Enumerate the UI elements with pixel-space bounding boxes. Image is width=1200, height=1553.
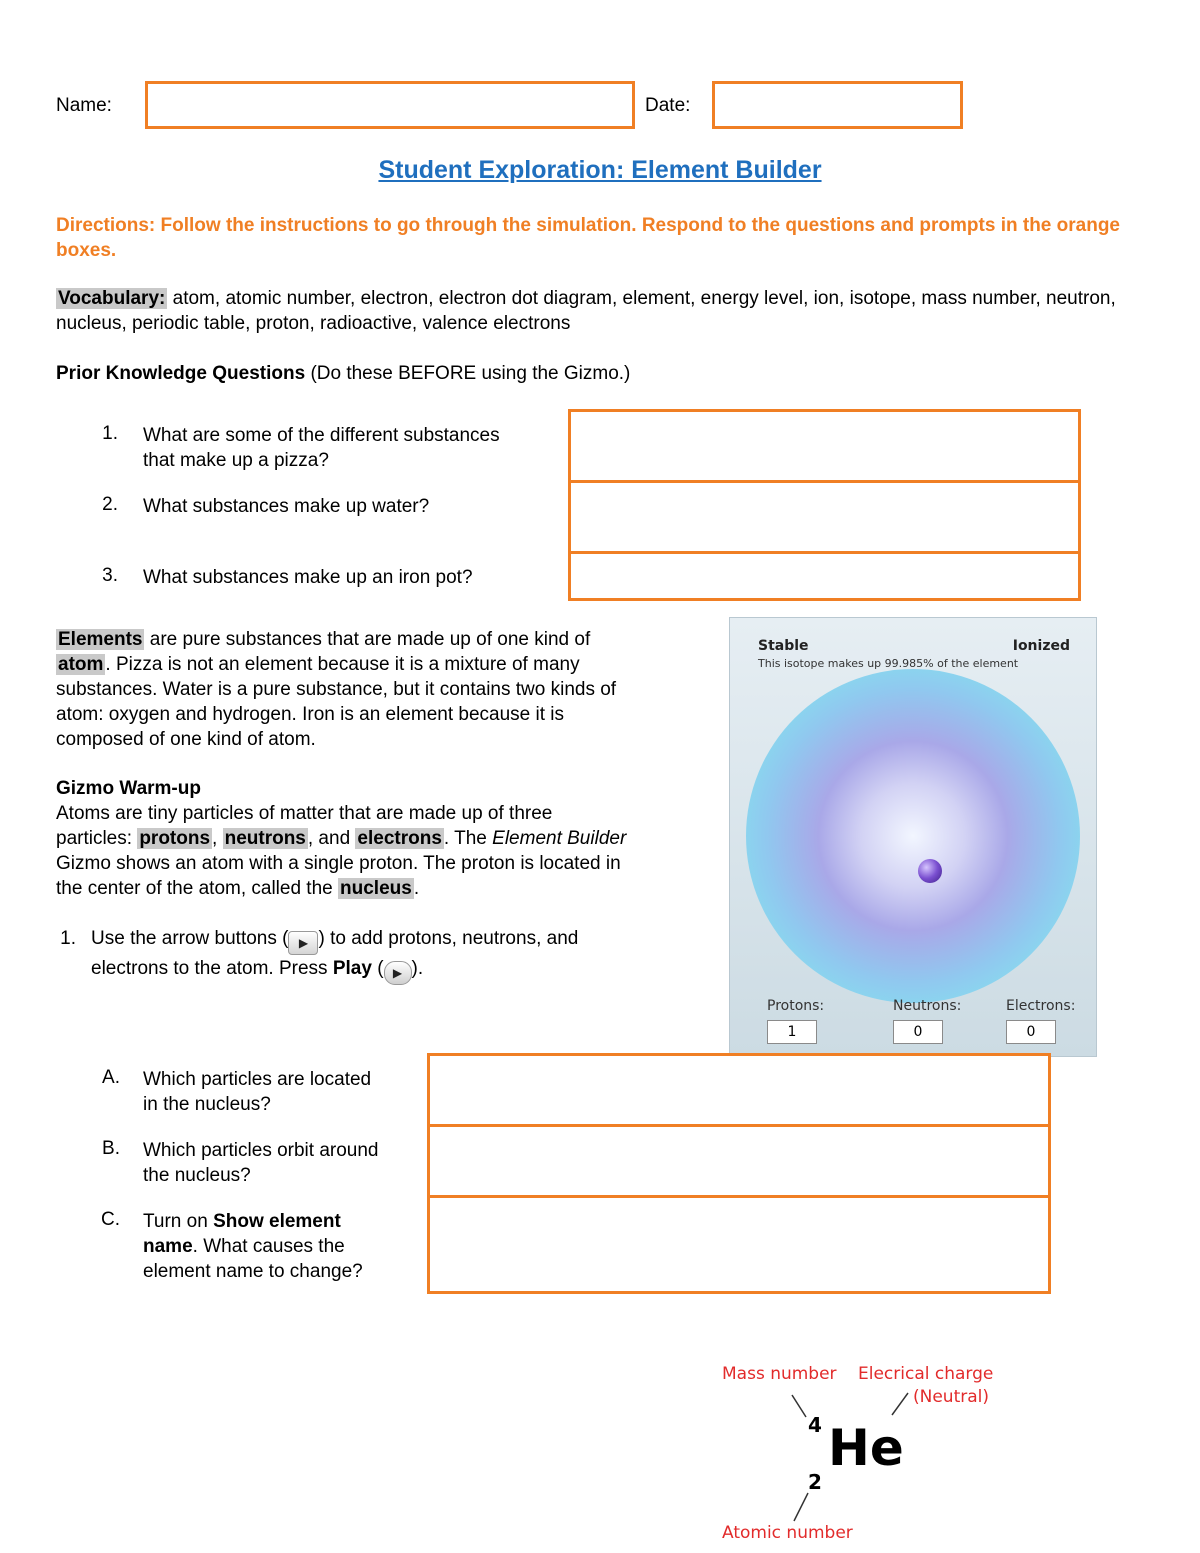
text: the nucleus? [143, 1165, 251, 1186]
atomic-number-label: Atomic number [722, 1523, 853, 1543]
gizmo-name: Element Builder [492, 828, 627, 849]
warmup-heading: Gizmo Warm-up [56, 778, 201, 799]
step-1-text [91, 925, 711, 985]
question-text: What substances make up an iron pot? [143, 567, 473, 588]
sub-question-text [143, 1067, 423, 1117]
vocabulary-label: Vocabulary: [58, 288, 166, 309]
text: substances. Water is a pure substance, but it contains two kinds of [56, 679, 617, 700]
protons-label: Protons: [767, 998, 825, 1014]
directions: Directions: Follow the instructions to go through the simulation. Respond to the questions and prompts in the orange boxes. [56, 215, 1120, 261]
sub-question-letter: A. [102, 1067, 120, 1088]
neutrons-label: Neutrons: [893, 998, 962, 1014]
element-symbol: He [828, 1419, 904, 1477]
date-input[interactable] [712, 81, 963, 129]
step-number: 1. [60, 928, 76, 949]
charge-label: Elecrical charge [858, 1364, 994, 1384]
text: , [212, 828, 218, 849]
text: Gizmo shows an atom with a single proton. The proton is located in [56, 853, 621, 874]
answer-box-c[interactable] [427, 1195, 1051, 1294]
neutral-label: (Neutral) [913, 1387, 990, 1407]
term-neutrons: neutrons [224, 828, 306, 849]
show-element-name-label: Show element [213, 1211, 341, 1232]
sub-question-letter: C. [101, 1209, 120, 1230]
text: ( [377, 958, 384, 979]
text: , and [307, 828, 351, 849]
answer-box-prior-1[interactable] [568, 409, 1081, 483]
ionized-label: Ionized [1012, 638, 1070, 654]
prior-heading: Prior Knowledge Questions [56, 363, 306, 384]
vocabulary [56, 286, 1136, 336]
name-label: Name: [56, 95, 112, 116]
sub-question-text [143, 1138, 423, 1188]
term-electrons: electrons [357, 828, 442, 849]
electrons-field[interactable]: 0 [1006, 1020, 1056, 1044]
isotope-note: This isotope makes up 99.985% of the element [758, 657, 1019, 670]
answer-box-prior-2[interactable] [568, 480, 1081, 554]
text: Use the arrow buttons ( [91, 928, 289, 949]
text: . What causes the [192, 1236, 345, 1257]
name-input[interactable] [145, 81, 635, 129]
text: . [413, 878, 420, 899]
text: the center of the atom, called the [56, 878, 333, 899]
proton-particle [918, 859, 942, 883]
question-line: What are some of the different substances [143, 425, 500, 446]
question-text: What substances make up water? [143, 496, 430, 517]
text: atom: oxygen and hydrogen. Iron is an element because it is [56, 704, 565, 725]
answer-box-prior-3[interactable] [568, 551, 1081, 601]
neutrons-field[interactable]: 0 [893, 1020, 943, 1044]
show-element-name-label: name [143, 1236, 193, 1257]
date-label: Date: [645, 95, 691, 116]
atom-diagram [746, 669, 1080, 1003]
prior-note: (Do these BEFORE using the Gizmo.) [310, 363, 631, 384]
answer-box-a[interactable] [427, 1053, 1051, 1127]
electrons-label: Electrons: [1006, 998, 1076, 1014]
answer-box-b[interactable] [427, 1124, 1051, 1198]
text: Atoms are tiny particles of matter that are made up of three [56, 803, 553, 824]
question-text [143, 423, 563, 473]
text: element name to change? [143, 1261, 363, 1282]
term-elements: Elements [58, 629, 143, 650]
play-label: Play [332, 958, 372, 979]
text: ). [411, 958, 424, 979]
question-number: 1. [102, 423, 118, 444]
protons-field[interactable]: 1 [767, 1020, 817, 1044]
text: composed of one kind of atom. [56, 729, 316, 750]
text: in the nucleus? [143, 1094, 271, 1115]
question-number: 2. [102, 494, 118, 515]
charge-pointer-line [892, 1393, 908, 1415]
mass-pointer-line [792, 1395, 806, 1417]
text: Which particles orbit around [143, 1140, 379, 1161]
term-protons: protons [139, 828, 211, 849]
stable-label: Stable [758, 638, 809, 654]
text: particles: [56, 828, 133, 849]
page-title: Student Exploration: Element Builder [378, 156, 822, 184]
term-atom: atom [58, 654, 104, 675]
atomic-pointer-line [794, 1493, 808, 1521]
text: . The [443, 828, 487, 849]
sub-question-letter: B. [102, 1138, 120, 1159]
text: ) to add protons, neutrons, and [318, 928, 579, 949]
text: . Pizza is not an element because it is a mixture of many [105, 654, 580, 675]
atomic-number: 2 [808, 1470, 822, 1494]
mass-number: 4 [808, 1413, 822, 1437]
question-number: 3. [102, 565, 118, 586]
warmup-section [56, 776, 716, 901]
text: electrons to the atom. Press [91, 958, 328, 979]
text: Turn on [143, 1211, 208, 1232]
gizmo-panel [729, 617, 1097, 1057]
vocabulary-terms: atom, atomic number, electron, electron dot diagram, element, energy level, ion, isotope, mass number, neutron, nucleus, periodic table, proton, radioactive, valence electrons [56, 288, 1116, 334]
elements-paragraph [56, 627, 706, 752]
prior-knowledge-heading [56, 361, 630, 386]
question-line: that make up a pizza? [143, 450, 329, 471]
text: are pure substances that are made up of one kind of [149, 629, 591, 650]
mass-number-label: Mass number [722, 1364, 837, 1384]
term-nucleus: nucleus [340, 878, 412, 899]
text: Which particles are located [143, 1069, 372, 1090]
play-button-icon: ▶ [384, 961, 412, 985]
sub-question-text [143, 1209, 423, 1284]
arrow-button-icon: ▶ [288, 931, 318, 955]
